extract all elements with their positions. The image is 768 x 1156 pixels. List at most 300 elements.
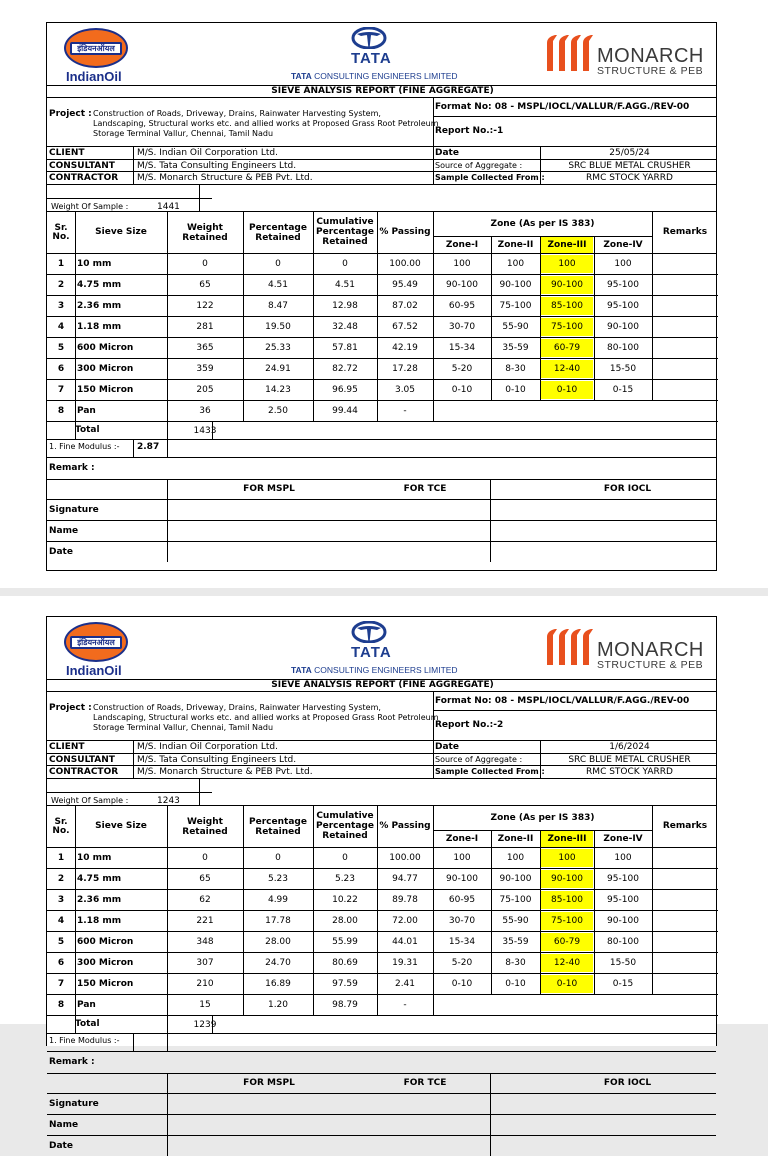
col-cumulative: Cumulative xyxy=(316,217,374,227)
percent-passing: 95.49 xyxy=(392,280,418,290)
zone-header: Zone-IV xyxy=(603,834,643,844)
col-percent-sub: Retained xyxy=(255,233,301,243)
zone-limit: 8-30 xyxy=(505,958,526,968)
grid-line xyxy=(199,184,200,211)
grid-line xyxy=(540,740,541,778)
sieve-size: 600 Micron xyxy=(77,937,134,947)
zone-limit: 35-59 xyxy=(502,343,529,353)
percent-retained: 0 xyxy=(275,853,281,863)
weight-retained: 359 xyxy=(196,364,214,374)
sieve-size: 10 mm xyxy=(77,259,112,269)
grid-line xyxy=(47,439,716,440)
sr-no: 3 xyxy=(57,895,65,905)
zone-limit: 100 xyxy=(558,259,576,269)
grid-line xyxy=(47,198,212,199)
grid-line xyxy=(47,740,716,741)
cumulative-retained: 98.79 xyxy=(332,1000,358,1010)
grid-line xyxy=(47,159,716,160)
signature-date-label: Date xyxy=(49,547,73,557)
weight-retained: 281 xyxy=(196,322,214,332)
source-value: SRC BLUE METAL CRUSHER xyxy=(568,755,691,765)
fm-label: 1. Fine Modulus :- xyxy=(49,442,120,451)
monarch-wordmark: MONARCH xyxy=(597,45,704,67)
zone-header: Zone-III xyxy=(547,240,587,250)
zone-limit: 60-95 xyxy=(448,301,476,311)
zone-limit: 8-30 xyxy=(505,364,526,374)
zone-header: Zone-IV xyxy=(603,240,643,250)
col-weight: Weight xyxy=(187,223,223,233)
col-sieve-size: Sieve Size xyxy=(95,821,147,831)
consultant-label: CONSULTANT xyxy=(49,755,115,765)
percent-retained: 19.50 xyxy=(265,322,291,332)
grid-line xyxy=(47,778,716,779)
zone-limit: 0-15 xyxy=(612,979,634,989)
name-label: Name xyxy=(49,1120,79,1130)
percent-passing: 94.77 xyxy=(392,874,418,884)
col-no: No. xyxy=(52,232,70,242)
tata-wordmark: TATA xyxy=(351,644,392,661)
monarch-wordmark: MONARCH xyxy=(597,639,704,661)
zone-limit: 0-10 xyxy=(451,385,473,395)
col-cumulative-3: Retained xyxy=(322,831,368,841)
grid-line xyxy=(47,146,716,147)
percent-passing: 100.00 xyxy=(389,259,421,269)
grid-line xyxy=(133,1033,134,1051)
grid-line xyxy=(47,765,716,766)
grid-line xyxy=(167,1015,168,1033)
grid-line xyxy=(47,499,716,500)
zone-limit: 95-100 xyxy=(607,280,639,290)
report-title: SIEVE ANALYSIS REPORT (FINE AGGREGATE) xyxy=(271,86,494,96)
percent-retained: 1.20 xyxy=(267,1000,289,1010)
weight-retained: 36 xyxy=(199,406,211,416)
sr-no: 4 xyxy=(57,916,65,926)
grid-line xyxy=(490,1073,491,1156)
percent-passing: 89.78 xyxy=(392,895,418,905)
zone-limit: 75-100 xyxy=(499,301,532,311)
col-remarks: Remarks xyxy=(662,821,708,831)
grid-line xyxy=(47,295,718,296)
sr-no: 2 xyxy=(57,874,65,884)
sieve-size: 2.36 mm xyxy=(77,895,122,905)
grid-line xyxy=(47,691,716,692)
date-value: 25/05/24 xyxy=(609,148,650,158)
source-label: Source of Aggregate : xyxy=(435,755,523,764)
sieve-size: 4.75 mm xyxy=(77,874,122,884)
fm-label: 1. Fine Modulus :- xyxy=(49,1036,120,1045)
sample-label: Sample Collected From : xyxy=(435,173,545,182)
grid-line xyxy=(167,1073,168,1156)
for-tce: FOR TCE xyxy=(403,484,447,494)
percent-passing: 2.41 xyxy=(394,979,416,989)
col-no: No. xyxy=(52,826,70,836)
grid-line xyxy=(47,541,716,542)
percent-retained: 0 xyxy=(275,259,281,269)
sr-no: 7 xyxy=(57,385,65,395)
grid-line xyxy=(199,778,200,805)
col-weight: Weight xyxy=(187,817,223,827)
grid-line xyxy=(47,1093,716,1094)
percent-retained: 25.33 xyxy=(265,343,291,353)
tce-name: TATA CONSULTING ENGINEERS LIMITED xyxy=(291,665,458,675)
sieve-size: 150 Micron xyxy=(77,979,134,989)
cumulative-retained: 99.44 xyxy=(332,406,358,416)
weight-retained: 365 xyxy=(196,343,214,353)
grid-line xyxy=(47,274,718,275)
indianoil-logo-icon: इंडियनऑयल xyxy=(64,28,128,68)
col-cumulative-2: Percentage xyxy=(316,821,374,831)
grid-line xyxy=(47,337,718,338)
for-tce: FOR TCE xyxy=(403,1078,447,1088)
cumulative-retained: 80.69 xyxy=(332,958,358,968)
zone-limit: 60-79 xyxy=(553,343,581,353)
sieve-size: Pan xyxy=(77,1000,96,1010)
sieve-size: 300 Micron xyxy=(77,958,134,968)
grid-line xyxy=(47,358,718,359)
date-label: Date xyxy=(435,148,459,158)
contractor-value: M/S. Monarch Structure & PEB Pvt. Ltd. xyxy=(137,767,313,777)
zone-limit: 0-10 xyxy=(556,979,578,989)
percent-passing: 19.31 xyxy=(392,958,418,968)
grid-line xyxy=(47,931,718,932)
project-description: Construction of Roads, Driveway, Drains, Rainwater Harvesting System, Landscaping, Structural works etc. and allied works at Proposed Grass Root Petroleum Storage Terminal Vallur, Chennai, Tamil Nadu xyxy=(93,109,439,138)
project-description: Construction of Roads, Driveway, Drains, Rainwater Harvesting System, Landscaping, Structural works etc. and allied works at Proposed Grass Root Petroleum Storage Terminal Vallur, Chennai, Tamil Nadu xyxy=(93,703,439,732)
sieve-size: 4.75 mm xyxy=(77,280,122,290)
total-weight: 1433 xyxy=(193,426,217,436)
percent-passing: 87.02 xyxy=(392,301,418,311)
grid-line xyxy=(75,211,76,421)
col-zone: Zone (As per IS 383) xyxy=(490,813,595,823)
sr-no: 8 xyxy=(57,406,65,416)
cumulative-retained: 4.51 xyxy=(334,280,356,290)
sr-no: 6 xyxy=(57,364,65,374)
weight-retained: 15 xyxy=(199,1000,211,1010)
zone-limit: 90-100 xyxy=(499,874,532,884)
cumulative-retained: 5.23 xyxy=(334,874,356,884)
format-number: Format No: 08 - MSPL/IOCL/VALLUR/F.AGG./REV-00 xyxy=(435,102,690,112)
zone-limit: 75-100 xyxy=(551,322,583,332)
zone-limit: 80-100 xyxy=(607,937,639,947)
col-cumulative: Cumulative xyxy=(316,811,374,821)
sieve-size: 1.18 mm xyxy=(77,916,122,926)
zone-header: Zone-II xyxy=(497,240,534,250)
cumulative-retained: 12.98 xyxy=(332,301,358,311)
zone-limit: 0-10 xyxy=(505,385,526,395)
cumulative-retained: 32.48 xyxy=(332,322,358,332)
zone-limit: 90-100 xyxy=(551,280,583,290)
sieve-size: 600 Micron xyxy=(77,343,134,353)
zone-header: Zone-III xyxy=(547,834,587,844)
report-title: SIEVE ANALYSIS REPORT (FINE AGGREGATE) xyxy=(271,680,494,690)
zone-limit: 90-100 xyxy=(607,322,639,332)
client-label: CLIENT xyxy=(49,742,85,752)
zone-limit: 30-70 xyxy=(448,916,476,926)
date-label: Date xyxy=(435,742,459,752)
signature-label: Signature xyxy=(49,1099,99,1109)
grid-line xyxy=(652,211,653,400)
format-number: Format No: 08 - MSPL/IOCL/VALLUR/F.AGG./REV-00 xyxy=(435,696,690,706)
percent-passing: 100.00 xyxy=(389,853,421,863)
for-iocl: FOR IOCL xyxy=(603,1078,652,1088)
col-sr: Sr. xyxy=(54,223,68,233)
weight-label: Weight Of Sample : xyxy=(51,796,129,805)
percent-retained: 14.23 xyxy=(265,385,291,395)
date-value: 1/6/2024 xyxy=(609,742,650,752)
client-label: CLIENT xyxy=(49,148,85,158)
zone-limit: 75-100 xyxy=(551,916,583,926)
grid-line xyxy=(47,520,716,521)
zone-limit: 35-59 xyxy=(502,937,529,947)
percent-retained: 8.47 xyxy=(267,301,289,311)
zone-limit: 55-90 xyxy=(502,916,529,926)
grid-line xyxy=(433,710,716,711)
zone-limit: 0-10 xyxy=(556,385,578,395)
grid-line xyxy=(47,1015,718,1016)
zone-limit: 85-100 xyxy=(551,895,583,905)
grid-line xyxy=(433,994,434,1015)
grid-line xyxy=(47,1051,716,1052)
percent-passing: 42.19 xyxy=(392,343,418,353)
grid-line xyxy=(47,792,212,793)
col-passing: % Passing xyxy=(379,227,431,237)
sr-no: 2 xyxy=(57,280,65,290)
consultant-value: M/S. Tata Consulting Engineers Ltd. xyxy=(137,755,297,765)
sieve-size: 300 Micron xyxy=(77,364,134,374)
cumulative-retained: 97.59 xyxy=(332,979,358,989)
report-number: Report No.:-2 xyxy=(435,720,504,730)
zone-limit: 0-10 xyxy=(505,979,526,989)
weight-retained: 65 xyxy=(199,874,211,884)
zone-limit: 15-34 xyxy=(448,937,476,947)
percent-passing: - xyxy=(403,1000,407,1010)
grid-line xyxy=(47,1135,716,1136)
remark-label: Remark : xyxy=(49,1057,95,1067)
for-mspl: FOR MSPL xyxy=(243,484,295,494)
grid-line xyxy=(47,994,718,995)
monarch-subtitle: STRUCTURE & PEB xyxy=(597,65,704,77)
percent-passing: 17.28 xyxy=(392,364,418,374)
grid-line xyxy=(433,116,716,117)
sieve-size: Pan xyxy=(77,406,96,416)
grid-line xyxy=(47,457,716,458)
col-sr: Sr. xyxy=(54,817,68,827)
for-iocl: FOR IOCL xyxy=(603,484,652,494)
zone-limit: 90-100 xyxy=(607,916,639,926)
zone-limit: 90-100 xyxy=(446,280,478,290)
weight-of-sample: 1441 xyxy=(157,202,180,212)
grid-line xyxy=(433,400,434,421)
grid-line xyxy=(433,691,434,778)
sr-no: 5 xyxy=(57,343,65,353)
signature-label: Signature xyxy=(49,505,99,515)
grid-line xyxy=(47,1114,716,1115)
cumulative-retained: 10.22 xyxy=(332,895,358,905)
col-passing: % Passing xyxy=(379,821,431,831)
grid-line xyxy=(47,952,718,953)
col-percent-sub: Retained xyxy=(255,827,301,837)
weight-retained: 348 xyxy=(196,937,214,947)
percent-retained: 28.00 xyxy=(265,937,291,947)
fineness-modulus: 2.87 xyxy=(137,442,160,452)
zone-limit: 90-100 xyxy=(446,874,478,884)
indianoil-name: IndianOil xyxy=(66,663,122,678)
indianoil-name: IndianOil xyxy=(66,69,122,84)
zone-limit: 12-40 xyxy=(553,364,581,374)
col-cumulative-3: Retained xyxy=(322,237,368,247)
cumulative-retained: 55.99 xyxy=(332,937,358,947)
zone-limit: 100 xyxy=(453,259,471,269)
sieve-size: 1.18 mm xyxy=(77,322,122,332)
zone-limit: 100 xyxy=(506,259,525,269)
total-weight: 1239 xyxy=(193,1020,217,1030)
tata-wordmark: TATA xyxy=(351,50,392,67)
grid-line xyxy=(47,253,716,254)
percent-retained: 5.23 xyxy=(267,874,289,884)
tce-name: TATA CONSULTING ENGINEERS LIMITED xyxy=(291,71,458,81)
zone-limit: 75-100 xyxy=(499,895,532,905)
consultant-value: M/S. Tata Consulting Engineers Ltd. xyxy=(137,161,297,171)
zone-limit: 80-100 xyxy=(607,343,639,353)
grid-line xyxy=(47,184,716,185)
grid-line xyxy=(47,316,718,317)
grid-line xyxy=(47,171,716,172)
zone-limit: 60-95 xyxy=(448,895,476,905)
grid-line xyxy=(133,740,134,778)
sieve-size: 150 Micron xyxy=(77,385,134,395)
cumulative-retained: 82.72 xyxy=(332,364,358,374)
grid-line xyxy=(47,753,716,754)
percent-passing: - xyxy=(403,406,407,416)
zone-limit: 0-10 xyxy=(451,979,473,989)
weight-retained: 307 xyxy=(196,958,214,968)
weight-retained: 122 xyxy=(196,301,214,311)
grid-line xyxy=(47,847,716,848)
percent-retained: 24.70 xyxy=(265,958,291,968)
grid-line xyxy=(212,421,213,439)
weight-retained: 221 xyxy=(196,916,214,926)
weight-retained: 210 xyxy=(196,979,214,989)
grid-line xyxy=(167,1033,168,1051)
zone-limit: 60-79 xyxy=(553,937,581,947)
zone-limit: 100 xyxy=(614,853,632,863)
sr-no: 8 xyxy=(57,1000,65,1010)
consultant-label: CONSULTANT xyxy=(49,161,115,171)
sr-no: 4 xyxy=(57,322,65,332)
zone-limit: 100 xyxy=(506,853,525,863)
grid-line xyxy=(167,479,168,562)
percent-passing: 44.01 xyxy=(392,937,418,947)
percent-passing: 67.52 xyxy=(392,322,418,332)
col-zone: Zone (As per IS 383) xyxy=(490,219,595,229)
grid-line xyxy=(47,973,718,974)
monarch-subtitle: STRUCTURE & PEB xyxy=(597,659,704,671)
zone-header: Zone-I xyxy=(445,834,479,844)
sr-no: 7 xyxy=(57,979,65,989)
weight-retained: 205 xyxy=(196,385,214,395)
zone-limit: 0-15 xyxy=(612,385,634,395)
grid-line xyxy=(47,479,716,480)
weight-retained: 0 xyxy=(202,853,208,863)
project-label: Project : xyxy=(49,703,92,713)
cumulative-retained: 0 xyxy=(342,259,348,269)
sample-value: RMC STOCK YARRD xyxy=(586,767,673,777)
zone-limit: 15-50 xyxy=(609,958,637,968)
for-mspl: FOR MSPL xyxy=(243,1078,295,1088)
client-value: M/S. Indian Oil Corporation Ltd. xyxy=(137,148,278,158)
percent-retained: 4.99 xyxy=(267,895,289,905)
grid-line xyxy=(167,421,168,439)
sieve-size: 2.36 mm xyxy=(77,301,122,311)
zone-limit: 90-100 xyxy=(499,280,532,290)
grid-line xyxy=(433,97,434,184)
weight-label: Weight Of Sample : xyxy=(51,202,129,211)
zone-limit: 15-34 xyxy=(448,343,476,353)
sr-no: 3 xyxy=(57,301,65,311)
indianoil-logo-icon: इंडियनऑयल xyxy=(64,622,128,662)
weight-retained: 0 xyxy=(202,259,208,269)
total-label: Total xyxy=(75,1019,100,1029)
zone-limit: 95-100 xyxy=(607,874,639,884)
zone-header: Zone-II xyxy=(497,834,534,844)
grid-line xyxy=(47,379,718,380)
percent-retained: 24.91 xyxy=(265,364,291,374)
grid-line xyxy=(75,421,76,439)
zone-limit: 55-90 xyxy=(502,322,529,332)
name-label: Name xyxy=(49,526,79,536)
cumulative-retained: 0 xyxy=(342,853,348,863)
percent-retained: 16.89 xyxy=(265,979,291,989)
zone-limit: 95-100 xyxy=(607,301,639,311)
cumulative-retained: 28.00 xyxy=(332,916,358,926)
total-label: Total xyxy=(75,425,100,435)
sieve-report-2 xyxy=(46,616,717,1151)
percent-retained: 4.51 xyxy=(267,280,289,290)
signature-date-label: Date xyxy=(49,1141,73,1151)
col-sieve-size: Sieve Size xyxy=(95,227,147,237)
zone-limit: 5-20 xyxy=(451,958,473,968)
zone-limit: 100 xyxy=(453,853,471,863)
zone-limit: 15-50 xyxy=(609,364,637,374)
zone-limit: 90-100 xyxy=(551,874,583,884)
cumulative-retained: 57.81 xyxy=(332,343,358,353)
grid-line xyxy=(47,211,716,212)
zone-limit: 100 xyxy=(614,259,632,269)
client-value: M/S. Indian Oil Corporation Ltd. xyxy=(137,742,278,752)
grid-line xyxy=(47,868,718,869)
percent-passing: 3.05 xyxy=(394,385,416,395)
percent-retained: 17.78 xyxy=(265,916,291,926)
grid-line xyxy=(490,479,491,562)
sr-no: 1 xyxy=(57,853,65,863)
contractor-value: M/S. Monarch Structure & PEB Pvt. Ltd. xyxy=(137,173,313,183)
sample-label: Sample Collected From : xyxy=(435,767,545,776)
col-percent: Percentage xyxy=(249,223,307,233)
zone-limit: 85-100 xyxy=(551,301,583,311)
col-cumulative-2: Percentage xyxy=(316,227,374,237)
remark-label: Remark : xyxy=(49,463,95,473)
sieve-report-1 xyxy=(46,22,717,571)
grid-line xyxy=(47,421,718,422)
project-label: Project : xyxy=(49,109,92,119)
contractor-label: CONTRACTOR xyxy=(49,173,119,183)
zone-limit: 12-40 xyxy=(553,958,581,968)
grid-line xyxy=(47,910,718,911)
grid-line xyxy=(75,1015,76,1033)
col-percent: Percentage xyxy=(249,817,307,827)
zone-limit: 95-100 xyxy=(607,895,639,905)
grid-line xyxy=(47,1073,716,1074)
report-number: Report No.:-1 xyxy=(435,126,504,136)
